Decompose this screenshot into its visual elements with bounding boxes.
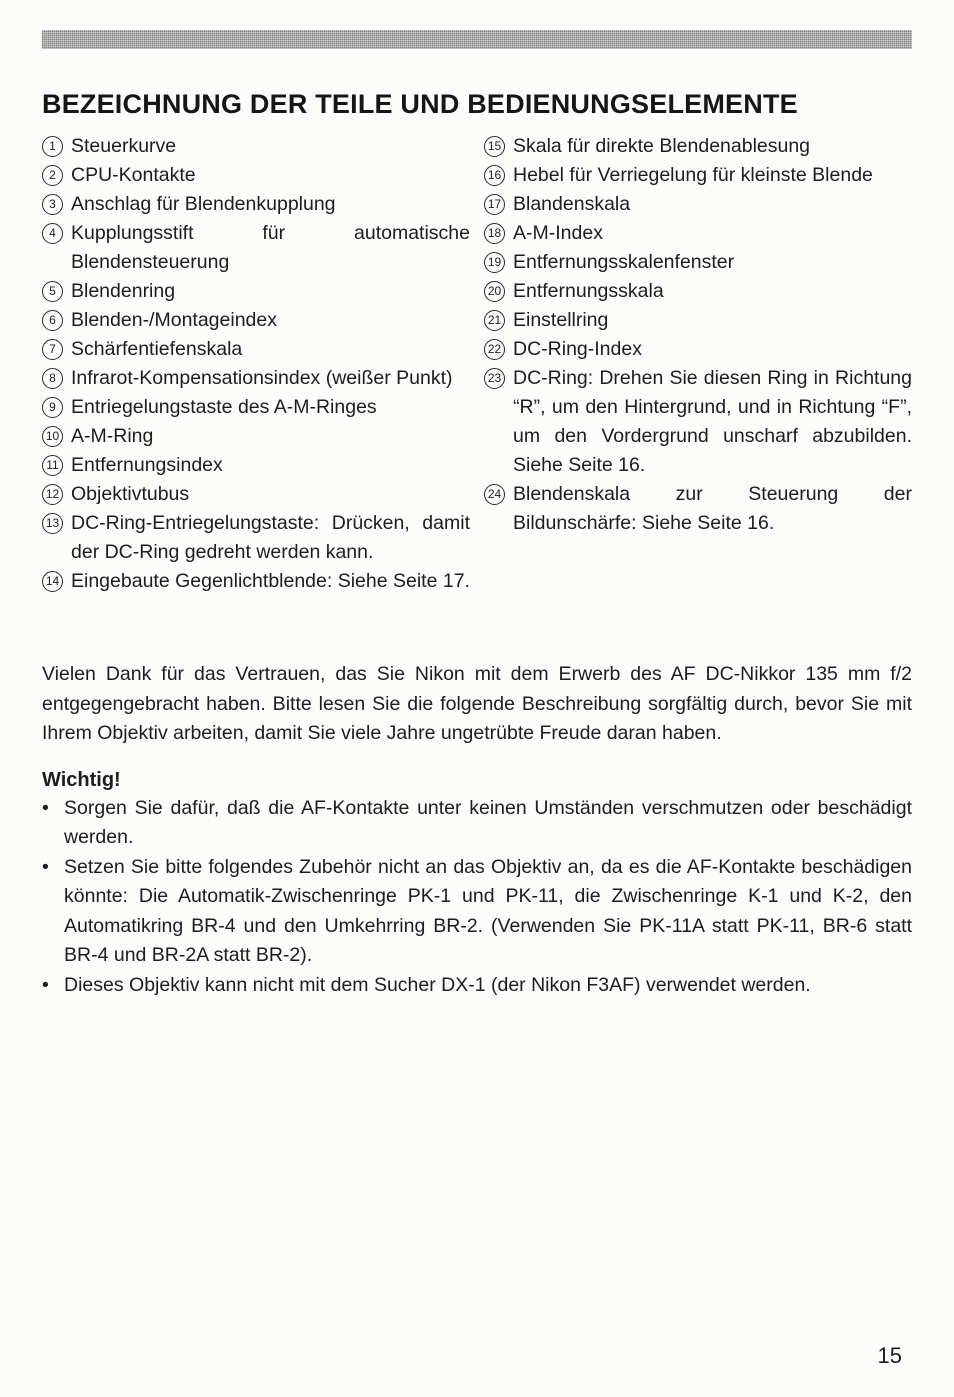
item-number-badge: 16 <box>484 165 505 186</box>
list-item <box>42 219 470 277</box>
item-text: Hebel für Verriegelung für kleinste Blende <box>513 164 873 186</box>
item-number-badge: 7 <box>42 339 63 360</box>
bullet-text: Dieses Objektiv kann nicht mit dem Sucher DX-1 (der Nikon F3AF) verwendet werden. <box>64 973 811 996</box>
list-item <box>484 335 912 364</box>
item-number-badge: 19 <box>484 252 505 273</box>
item-number-badge: 8 <box>42 368 63 389</box>
item-number-badge: 15 <box>484 136 505 157</box>
item-text: Blenden-/Montageindex <box>71 309 277 331</box>
item-number-badge: 4 <box>42 223 63 244</box>
item-number-badge: 5 <box>42 281 63 302</box>
list-item <box>42 509 470 567</box>
bullet-marker: • <box>42 855 49 878</box>
parts-list-right-column <box>484 132 912 596</box>
parts-list <box>42 132 912 596</box>
item-number-badge: 24 <box>484 484 505 505</box>
list-item <box>484 364 912 480</box>
item-text: Steuerkurve <box>71 135 177 157</box>
item-number-badge: 2 <box>42 165 63 186</box>
item-number-badge: 13 <box>42 513 63 534</box>
item-text: Blendenskala zur Steuerung der Bildunschärfe: Siehe Seite 16. <box>513 483 912 534</box>
item-text: Blendenring <box>71 280 176 302</box>
item-number-badge: 18 <box>484 223 505 244</box>
item-text: Schärfentiefenskala <box>71 338 243 360</box>
item-text: Skala für direkte Blendenablesung <box>513 135 811 157</box>
bullet-item <box>42 853 912 971</box>
item-text: CPU-Kontakte <box>71 164 196 186</box>
list-item <box>42 335 470 364</box>
item-text: Entfernungsindex <box>71 454 223 476</box>
parts-list-left-column <box>42 132 470 596</box>
list-item <box>42 422 470 451</box>
list-item <box>42 567 470 596</box>
list-item <box>42 364 470 393</box>
item-number-badge: 1 <box>42 136 63 157</box>
list-item <box>484 190 912 219</box>
item-text: Eingebaute Gegenlichtblende: Siehe Seite 17. <box>71 570 470 592</box>
item-text: Entfernungsskala <box>513 280 664 302</box>
item-number-badge: 23 <box>484 368 505 389</box>
list-item <box>42 393 470 422</box>
list-item <box>42 190 470 219</box>
item-number-badge: 21 <box>484 310 505 331</box>
bullet-marker: • <box>42 973 49 996</box>
item-number-badge: 6 <box>42 310 63 331</box>
item-text: Infrarot-Kompensationsindex (weißer Punkt) <box>71 367 453 389</box>
list-item <box>42 480 470 509</box>
list-item <box>484 480 912 538</box>
bullet-marker: • <box>42 796 49 819</box>
bullet-list <box>42 794 912 1001</box>
important-heading: Wichtig! <box>42 768 121 791</box>
item-number-badge: 12 <box>42 484 63 505</box>
intro-paragraph: Vielen Dank für das Vertrauen, das Sie Nikon mit dem Erwerb des AF DC-Nikkor 135 mm f/2 entgegengebracht haben. Bitte lesen Sie die folgende Beschreibung sorgfältig durch, bevor Sie mit Ihrem Objektiv arbeiten, damit Sie viele Jahre ungetrübte Freude daran haben. <box>42 663 912 744</box>
item-text: Anschlag für Blendenkupplung <box>71 193 336 215</box>
item-number-badge: 3 <box>42 194 63 215</box>
item-text: Entriegelungstaste des A-M-Ringes <box>71 396 377 418</box>
item-number-badge: 22 <box>484 339 505 360</box>
item-number-badge: 11 <box>42 455 63 476</box>
item-text: Objektivtubus <box>71 483 190 505</box>
list-item <box>484 306 912 335</box>
item-number-badge: 14 <box>42 571 63 592</box>
item-text: DC-Ring-Entriegelungstaste: Drücken, damit der DC-Ring gedreht werden kann. <box>71 512 470 563</box>
list-item <box>484 219 912 248</box>
list-item <box>42 161 470 190</box>
bullet-text: Setzen Sie bitte folgendes Zubehör nicht an das Objektiv an, da es die AF-Kontakte beschädigen könnte: Die Automatik-Zwischenringe PK-1 und PK-11, die Zwischenringe K-1 und K-2, den Automatikring BR-4 und den Umkehrring BR-2. (Verwenden Sie PK-11A statt PK-11, BR-6 statt BR-4 und BR-2A statt BR-2). <box>64 855 912 966</box>
item-text: Kupplungsstift für automatische Blendensteuerung <box>71 222 470 273</box>
item-text: A-M-Index <box>513 222 603 244</box>
item-text: Entfernungsskalenfenster <box>513 251 735 273</box>
page-number: 15 <box>877 1343 902 1368</box>
item-text: Blandenskala <box>513 193 631 215</box>
item-text: Einstellring <box>513 309 609 331</box>
item-text: DC-Ring: Drehen Sie diesen Ring in Richtung “R”, um den Hintergrund, und in Richtung “F”, um den Vordergrund unscharf abzubilden. Siehe Seite 16. <box>513 367 912 476</box>
list-item <box>484 277 912 306</box>
item-number-badge: 17 <box>484 194 505 215</box>
item-number-badge: 10 <box>42 426 63 447</box>
page-title: BEZEICHNUNG DER TEILE UND BEDIENUNGSELEMENTE <box>42 89 798 119</box>
decorative-halftone-bar <box>42 30 912 49</box>
item-number-badge: 20 <box>484 281 505 302</box>
item-text: DC-Ring-Index <box>513 338 642 360</box>
list-item <box>42 451 470 480</box>
bullet-item <box>42 794 912 853</box>
list-item <box>42 277 470 306</box>
list-item <box>484 161 912 190</box>
bullet-item <box>42 971 912 1001</box>
item-text: A-M-Ring <box>71 425 154 447</box>
bullet-text: Sorgen Sie dafür, daß die AF-Kontakte unter keinen Umständen verschmutzen oder beschädigt werden. <box>64 796 912 848</box>
list-item <box>42 306 470 335</box>
list-item <box>42 132 470 161</box>
item-number-badge: 9 <box>42 397 63 418</box>
list-item <box>484 132 912 161</box>
list-item <box>484 248 912 277</box>
